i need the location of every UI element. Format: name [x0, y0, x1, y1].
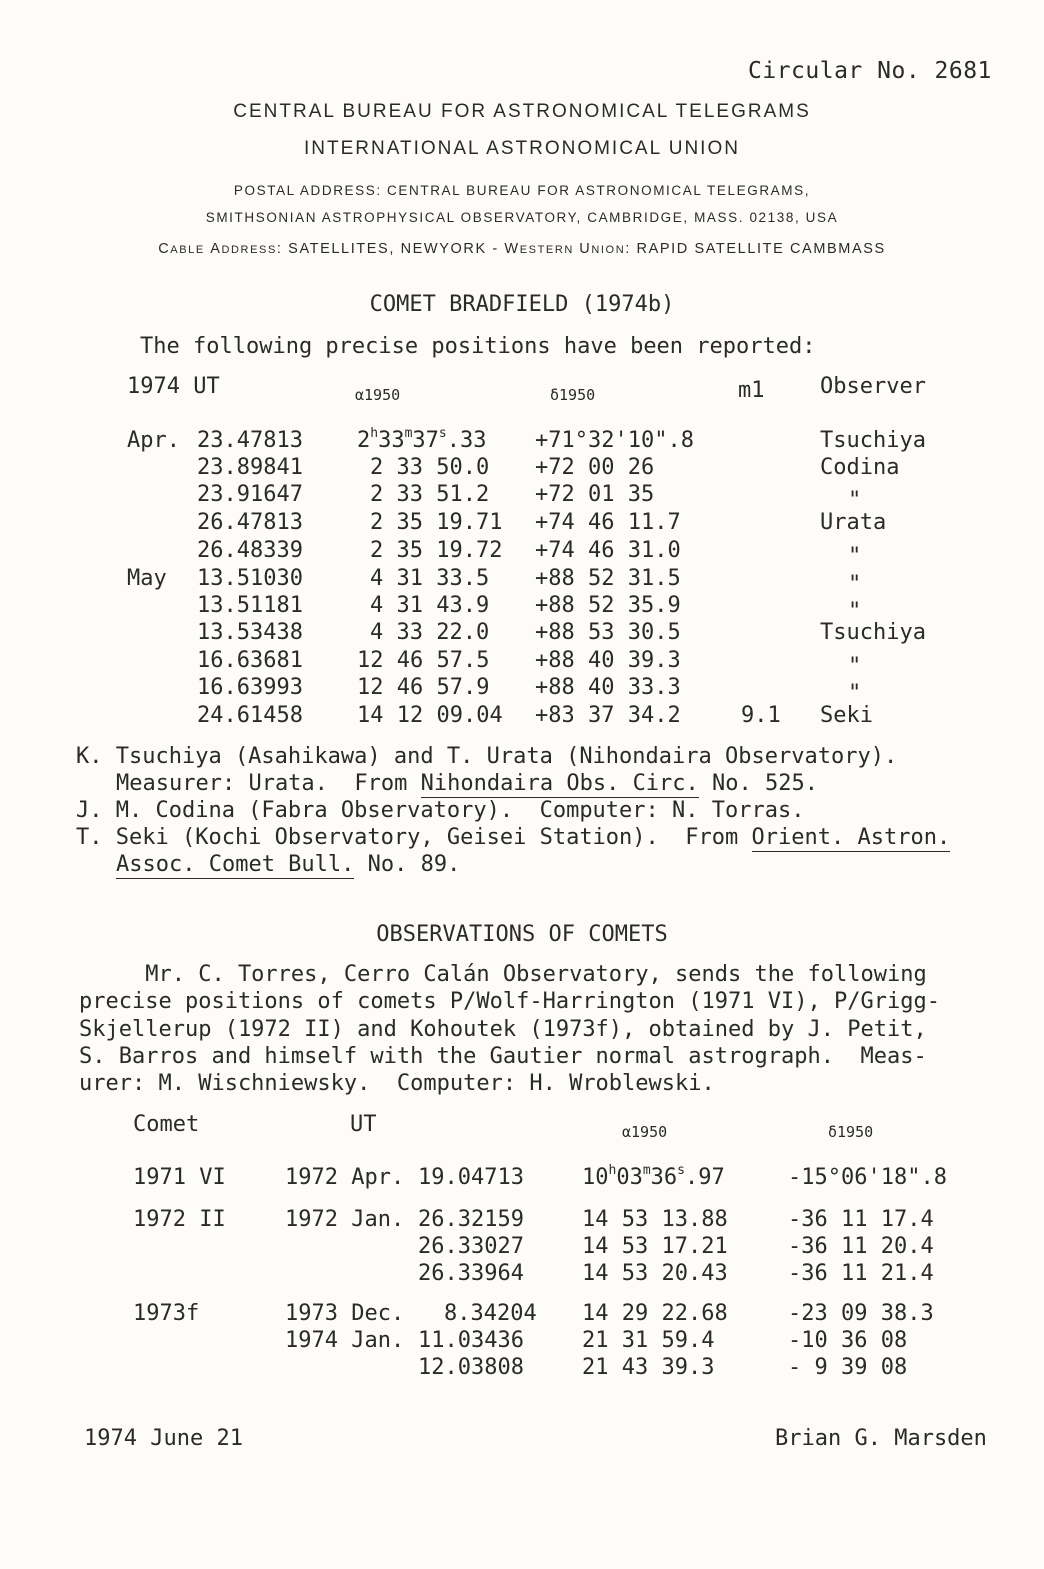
- comet-ra: 14 53 17.21: [582, 1234, 728, 1259]
- comet-dec: -15°06'18".8: [788, 1165, 947, 1190]
- note-tsuchiya-urata: K. Tsuchiya (Asahikawa) and T. Urata (Nihondaira Observatory).: [76, 744, 898, 769]
- row-observer: ": [848, 654, 862, 679]
- row-dec: +74 46 11.7: [535, 510, 681, 535]
- row-date: 13.51181: [197, 593, 303, 618]
- row-observer: Tsuchiya: [820, 620, 926, 645]
- row-mag: 9.1: [741, 703, 781, 728]
- comet-day: 26.32159: [418, 1207, 524, 1232]
- row-observer: Seki: [820, 703, 873, 728]
- comet-id: 1973f: [133, 1301, 200, 1326]
- comet-id: 1972 II: [133, 1207, 226, 1232]
- paragraph-line: Mr. C. Torres, Cerro Calán Observatory, sends the following: [79, 962, 927, 987]
- comet-year-month: 1974 Jan.: [285, 1328, 405, 1353]
- row-date: 16.63993: [197, 675, 303, 700]
- postal-address-line1: POSTAL ADDRESS: CENTRAL BUREAU FOR ASTRONOMICAL TELEGRAMS,: [233, 183, 811, 198]
- note-seki: T. Seki (Kochi Observatory, Geisei Station). From Orient. Astron.: [76, 825, 951, 850]
- comet-day: 12.03808: [418, 1355, 524, 1380]
- row-ra: 14 12 09.04: [357, 703, 503, 728]
- section-title-comet-bradfield: COMET BRADFIELD (1974b): [369, 292, 675, 317]
- row-ra: 4 31 33.5: [370, 566, 490, 591]
- row-month: Apr.: [127, 428, 180, 453]
- row-observer: Tsuchiya: [820, 428, 926, 453]
- row-observer: Codina: [820, 455, 900, 480]
- row-ra: 12 46 57.5: [357, 648, 490, 673]
- first-dec: +71°32'10".8: [535, 428, 694, 453]
- comet-day: 26.33964: [418, 1261, 524, 1286]
- paragraph-line: Skjellerup (1972 II) and Kohoutek (1973f), obtained by J. Petit,: [79, 1017, 927, 1042]
- row-dec: +88 52 35.9: [535, 593, 681, 618]
- col-header-dec: δ1950: [550, 386, 596, 404]
- row-observer: ": [848, 599, 862, 624]
- col-header-ra: α1950: [355, 386, 401, 404]
- comet-ra: 14 53 13.88: [582, 1207, 728, 1232]
- paragraph-line: urer: M. Wischniewsky. Computer: H. Wroblewski.: [79, 1071, 715, 1096]
- row-dec: +88 40 39.3: [535, 648, 681, 673]
- comet-day: 8.34204: [444, 1301, 537, 1326]
- comet-dec: -36 11 21.4: [788, 1261, 934, 1286]
- postal-address-line2: SMITHSONIAN ASTROPHYSICAL OBSERVATORY, CAMBRIDGE, MASS. 02138, USA: [205, 210, 839, 225]
- col-header-date: 1974 UT: [127, 374, 220, 399]
- row-dec: +74 46 31.0: [535, 538, 681, 563]
- row-observer: ": [848, 544, 862, 569]
- row-date: 26.48339: [197, 538, 303, 563]
- note-seki-source: Assoc. Comet Bull. No. 89.: [116, 852, 461, 877]
- row-date: 23.47813: [197, 428, 303, 453]
- row-date: 23.89841: [197, 455, 303, 480]
- letterhead-subtitle: INTERNATIONAL ASTRONOMICAL UNION: [304, 138, 740, 159]
- row-date: 13.51030: [197, 566, 303, 591]
- comet-year-month: 1972 Jan.: [285, 1207, 405, 1232]
- section-intro: The following precise positions have been reported:: [140, 334, 816, 359]
- comet-ra: 10$^h$03$^m$36$^s$.97: [582, 1163, 725, 1190]
- row-month: May: [127, 566, 167, 591]
- row-date: 26.47813: [197, 510, 303, 535]
- comet-ra: 21 43 39.3: [582, 1355, 715, 1380]
- row-observer: ": [848, 572, 862, 597]
- first-ra: 2$^h$33$^m$37$^s$.33: [357, 426, 487, 453]
- row-date: 16.63681: [197, 648, 303, 673]
- row-observer: ": [848, 681, 862, 706]
- row-dec: +72 01 35: [535, 482, 655, 507]
- comet-year-month: 1972 Apr.: [285, 1165, 405, 1190]
- row-ra: 2 33 51.2: [370, 482, 490, 507]
- comet-dec: -23 09 38.3: [788, 1301, 934, 1326]
- comet-dec: -36 11 17.4: [788, 1207, 934, 1232]
- comet-year-month: 1973 Dec.: [285, 1301, 405, 1326]
- comet-id: 1971 VI: [133, 1165, 226, 1190]
- note-measurer: Measurer: Urata. From Nihondaira Obs. Circ. No. 525.: [116, 771, 819, 796]
- comet-ra: 21 31 59.4: [582, 1328, 715, 1353]
- note-codina: J. M. Codina (Fabra Observatory). Computer: N. Torras.: [76, 798, 805, 823]
- col-header-comet: Comet: [133, 1112, 200, 1137]
- row-ra: 4 33 22.0: [370, 620, 490, 645]
- row-dec: +88 52 31.5: [535, 566, 681, 591]
- col-header-dec-2: δ1950: [828, 1123, 874, 1141]
- row-dec: +88 40 33.3: [535, 675, 681, 700]
- paragraph-line: precise positions of comets P/Wolf-Harrington (1971 VI), P/Grigg-: [79, 989, 940, 1014]
- col-header-ut: UT: [350, 1112, 377, 1137]
- comet-ra: 14 29 22.68: [582, 1301, 728, 1326]
- row-ra: 12 46 57.9: [357, 675, 490, 700]
- col-header-mag: m1: [738, 378, 765, 403]
- section-title-observations: OBSERVATIONS OF COMETS: [376, 922, 668, 947]
- col-header-ra-2: α1950: [622, 1123, 668, 1141]
- row-dec: +88 53 30.5: [535, 620, 681, 645]
- row-ra: 4 31 43.9: [370, 593, 490, 618]
- comet-day: 26.33027: [418, 1234, 524, 1259]
- row-date: 23.91647: [197, 482, 303, 507]
- row-ra: 2 35 19.71: [370, 510, 503, 535]
- comet-dec: -36 11 20.4: [788, 1234, 934, 1259]
- row-observer: Urata: [820, 510, 887, 535]
- comet-day: 11.03436: [418, 1328, 524, 1353]
- row-dec: +72 00 26: [535, 455, 655, 480]
- footer-date: 1974 June 21: [84, 1426, 243, 1451]
- row-ra: 2 33 50.0: [370, 455, 490, 480]
- comet-dec: - 9 39 08: [788, 1355, 908, 1380]
- footer-signature: Brian G. Marsden: [775, 1426, 987, 1451]
- col-header-observer: Observer: [820, 374, 926, 399]
- row-ra: 2 35 19.72: [370, 538, 503, 563]
- paragraph-line: S. Barros and himself with the Gautier normal astrograph. Meas-: [79, 1044, 927, 1069]
- row-date: 13.53438: [197, 620, 303, 645]
- row-date: 24.61458: [197, 703, 303, 728]
- row-observer: ": [848, 488, 862, 513]
- comet-ra: 14 53 20.43: [582, 1261, 728, 1286]
- circular-number: Circular No. 2681: [748, 58, 992, 84]
- comet-day: 19.04713: [418, 1165, 524, 1190]
- cable-address: CABLE ADDRESS: SATELLITES, NEWYORK - WESTERN UNION: RAPID SATELLITE CAMBMASS: [158, 241, 886, 257]
- row-dec: +83 37 34.2: [535, 703, 681, 728]
- letterhead-title: CENTRAL BUREAU FOR ASTRONOMICAL TELEGRAMS: [233, 101, 811, 122]
- comet-dec: -10 36 08: [788, 1328, 908, 1353]
